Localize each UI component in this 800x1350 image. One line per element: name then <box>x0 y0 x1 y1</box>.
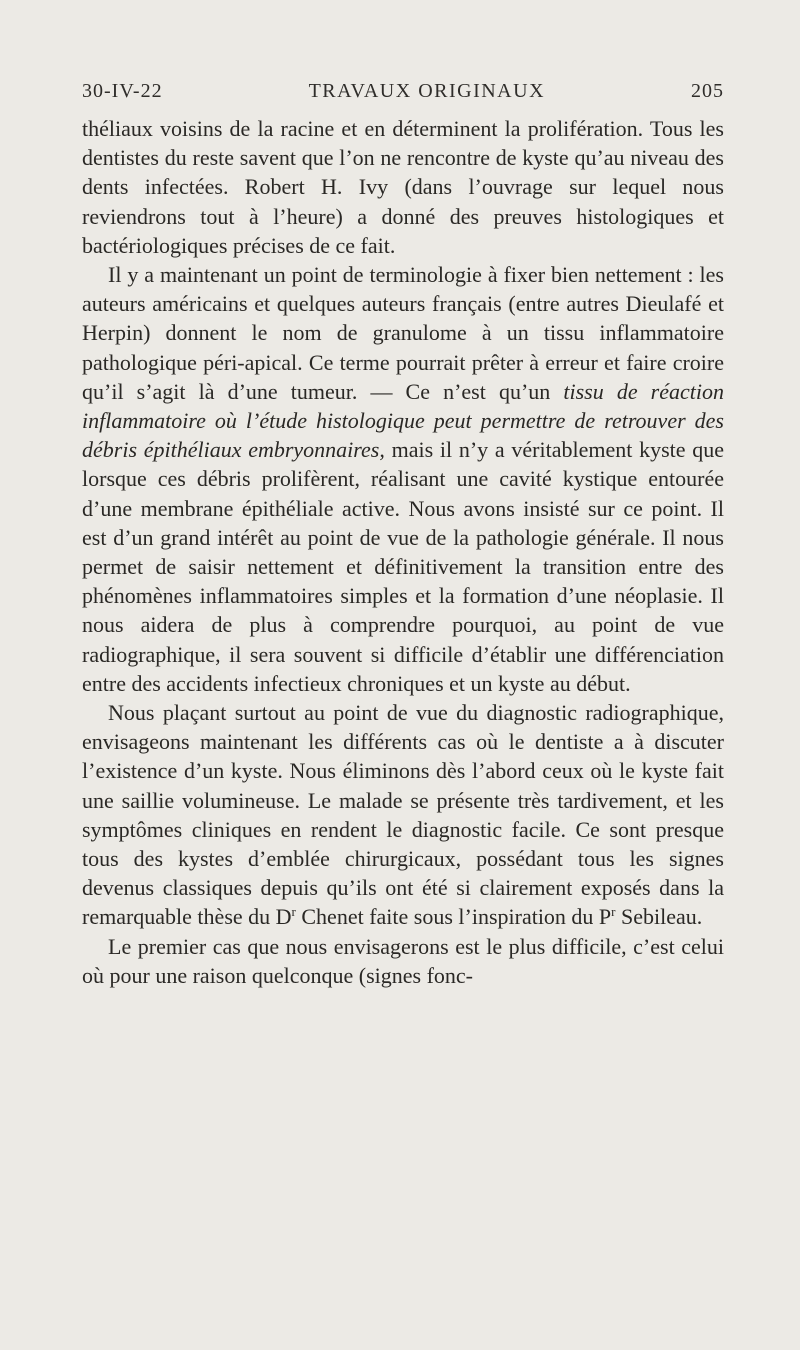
page-number: 205 <box>691 80 724 102</box>
paragraph-3 <box>82 698 724 932</box>
running-header <box>82 80 724 112</box>
superscript-professeur: r <box>611 904 616 920</box>
paragraph-2-text-before: Il y a maintenant un point de terminologie à fixer bien nettement : les auteurs américains et quelques auteurs français (entre autres Dieulafé et Herpin) donnent le nom de granulome à un tissu inflammatoire pathologique péri-apical. Ce terme pourrait prêter à erreur et faire croire qu’il s’agit là d’une tumeur. — Ce n’est qu’un <box>82 262 724 404</box>
paragraph-2 <box>82 260 724 698</box>
paragraph-1: théliaux voisins de la racine et en déterminent la prolifération. Tous les dentistes du reste savent que l’on ne rencontre de kyste qu’au niveau des dents infectées. Robert H. Ivy (dans l’ouvrage sur lequel nous reviendrons tout à l’heure) a donné des preuves histologiques et bactériologiques précises de ce fait. <box>82 116 724 258</box>
paragraph-3-text-before: Nous plaçant surtout au point de vue du diagnostic radiographique, envisageons maintenant les différents cas où le dentiste a à discuter l’existence d’un kyste. Nous éliminons dès l’abord ceux où le kyste fait une saillie volumineuse. Le malade se présente très tardivement, et les symptômes cliniques en rendent le diagnostic facile. Ce sont presque tous des kystes d’emblée chirurgicaux, possédant tous les signes devenus classiques depuis qu’ils ont été si clairement exposés dans la remarquable thèse du D <box>82 700 724 930</box>
superscript-docteur: r <box>291 904 296 920</box>
paragraph-4: Le premier cas que nous envisagerons est le plus difficile, c’est celui où pour une raison quelconque (signes fonc- <box>82 933 724 988</box>
paragraph-3-text-after: Sebileau. <box>615 904 703 930</box>
paragraph-3-text-middle: Chenet faite sous l’inspiration du P <box>295 904 612 930</box>
header-section-title: TRAVAUX ORIGINAUX <box>308 80 546 102</box>
paragraph-2-italic-phrase: tissu de réaction inflammatoire où l’étude histologique peut permettre de retrouver des débris épithéliaux embryonnaires, <box>82 378 724 463</box>
header-date: 30-IV-22 <box>82 80 163 102</box>
body-text <box>82 114 724 990</box>
paragraph-2-text-after: mais il n’y a véritablement kyste que lorsque ces débris prolifèrent, réalisant une cavité kystique entourée d’une membrane épithéliale active. Nous avons insisté sur ce point. Il est d’un grand intérêt au point de vue de la pathologie générale. Il nous permet de saisir nettement et définitivement la transition entre des phénomènes inflammatoires simples et la formation d’une néoplasie. Il nous aidera de plus à comprendre pourquoi, au point de vue radiographique, il sera souvent si difficile d’établir une différenciation entre des accidents infectieux chroniques et un kyste au début. <box>82 437 725 696</box>
